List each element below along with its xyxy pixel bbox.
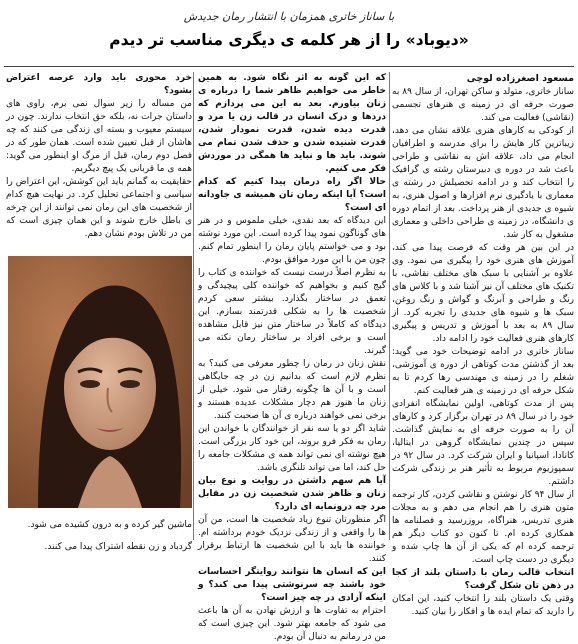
header-divider bbox=[4, 66, 574, 67]
author-name: مسعود اصغرزاده لوچی bbox=[466, 73, 574, 84]
paragraph: نقش زنان در رمان را چطور معرفی می کنید؟ به نظرم لازم است که بدانیم زن در چه جایگاهی است و با آن ها چگونه رفتار می شود. خیلی از زنان ما هنوز هم دچار مشکلات عدیده هستند و برخی نمی خواهند درباره ی آن ها صحبت کنند. bbox=[198, 359, 386, 421]
column-divider bbox=[193, 72, 194, 540]
paragraph: حقایقیت به گمانم باید این کوشش، این اعتراض را سیاسی و اجتماعی تحلیل کرد. در نهایت هیچ کدام از شخصیت های این رمان نمی توانند از این چرخه ی باطل خارج شوند و این همان چیزی است که من در تلاش بودم نشان دهم. bbox=[6, 177, 192, 239]
paragraph: احترام به تفاوت ها و ارزش نهادن به آن ها باعث می شود که جامعه بهتر شود. این چیزی است که من در رمانم به دنبال آن بودم. bbox=[198, 606, 386, 642]
paragraph: من مساله را زیر سوال نمی برم، راوی های داستان جرات نه، بلکه حق انتخاب ندارند. چون در سیستم معیوب و بسته ای زندگی می کنند که چه هاشان از قبل تعیین شده است. همان طور که در فصل دوم رمان، قبل از مرگ او اینطور می گوید: همه ی ما قربانی یک پیچ دیگریم. bbox=[6, 99, 192, 174]
paragraph: از کودکی به کارهای هنری علاقه نشان می دهد، زیباترین کار هایش را برای مدرسه و اطرافیان انجام می داد، علاقه اش به نقاشی و طراحی باعث شد در دوره ی دبیرستان رشته ی گرافیک را انتخاب کند و در ادامه تحصیلش در رشته ی معماری با یادگیری نرم افزارها و اصول هنری، به شیوه ی جدیدی از هنر پرداخت. بعد از اتمام دوره ی دانشگاه، در زمینه ی طراحی داخلی و معماری مشغول به کار شد. bbox=[392, 126, 574, 240]
article-header bbox=[0, 0, 578, 62]
column-left-bottom bbox=[6, 510, 192, 552]
interview-intro: که این گونه به اثر نگاه شود. به همین خاطر می خواهیم ظاهر شما را درباره ی زنان بیاورم. بعد به این می پردازم که دردها و درک انسان در قالب زن یا مرد و قدرت دیده شدن، قدرت نمودار شدن، قدرت شنیده شدن و حذف شدن تمام می شوند. باید ها و نباید ها همگی در موردش فکر می کنیم. bbox=[198, 73, 386, 174]
paragraph: در این بین هر وقت که فرصت پیدا می کند، آموزش های هنری خود را پیگیری می نمود. وی علاوه بر آشنایی با سبک های مختلف نقاشی، با تکنیک های مختلف آن نیز آشنا شد و با کلاس های رنگ و طراحی و آبرنگ و گواش و رنگ روغن، سبک ها و شیوه های جدیدی را تجربه کرد. از سال ۸۹ به بعد با آموزش و تدریس و پیگیری کارهای هنری فعالیت خود را ادامه داد. bbox=[392, 243, 574, 344]
article-headline: «دیوباد» را از هر کلمه ی دیگری مناسب تر دیدم bbox=[109, 31, 469, 49]
paragraph: ماشین گیر کرده و به درون کشیده می شود. bbox=[27, 520, 192, 530]
paragraph: این دیدگاه که بعد نقدی، خیلی ملموس و در هنر های گوناگون نمود پیدا کرده است. این مورد نوشته بود و می خواستم پایان رمان را اینطور تمام کنم. چون من با این مورد موافق بودم. bbox=[198, 216, 386, 265]
paragraph: ساناز خاتری، متولد و ساکن تهران، از سال ۸۹ به صورت حرفه ای در زمینه ی هنرهای تجسمی (نقاشی) فعالیت می کند. bbox=[392, 87, 574, 123]
paragraph: از سال ۹۴ کار نوشتن و نقاشی کردن، کار ترجمه متون هنری را هم انجام می دهم و به مجلات هنری تدریس، هنراگاه، بروزرسید و فصلنامه ها همکاری کرده ام. تا کنون دو کتاب دیگر هم ترجمه کرده ام که یکی از آن ها چاپ شده و دیگری در دست چاپ است. bbox=[392, 490, 575, 565]
column-divider bbox=[389, 72, 390, 540]
paragraph: به نظرم اصلاً درست نیست که خواننده ی کتاب را گیج کنیم و بخواهیم که خواننده کلی پیچیدگی و تعمق در ساختار بگذارد. بیشتر سعی کردم شخصیت ها را به شکلی قدرتمند بسازم. این دیدگاه که کاملاً در ساختار متن نیز قابل مشاهده است و برخی افراد بر ساختار رمان نکته می گیرند. bbox=[198, 268, 386, 356]
column-middle bbox=[198, 72, 386, 642]
paragraph: وقتی یک داستان بلند را انتخاب کنید، این امکان را دارید که تمام ایده ها و افکار را بیان کنید. bbox=[392, 594, 574, 617]
interview-question: خرد محوری باید وارد عرصه اعتراض بشود؟ bbox=[6, 73, 192, 96]
portrait-illustration bbox=[8, 256, 192, 508]
interview-question: انتخاب قالب رمان با داستان بلند از کجا در ذهن تان شکل گرفت؟ bbox=[392, 568, 574, 591]
paragraph: شاید اگر دو یا سه نفر از خوانندگان با خواندن این رمان به فکر فرو بروند، این خود کار بزرگی است. هیچ نوشته ای نمی تواند همه ی مشکلات جامعه را حل کند، اما می تواند تلنگری باشد. bbox=[198, 424, 386, 473]
interview-question: این که انسان ها نتوانند روایتگر احساسات خود باشند چه سرنوشتی پیدا می کند؟ و اینکه آزادی در چه چیز است؟ bbox=[198, 567, 386, 603]
paragraph: اگر منظورتان تنوع زیاد شخصیت ها است، من آن ها را واقعی و از زندگی نزدیک خودم برداشته ام. خواننده ها باید با این شخصیت ها ارتباط برقرار کنند. bbox=[198, 515, 386, 564]
column-left bbox=[6, 72, 192, 252]
paragraph: گردباد و زن نقطه اشتراک پیدا می کنند. bbox=[44, 542, 192, 552]
interview-question: آیا هم سهم داشتن در روایت و نوع بیان زنان و ظاهر شدن شخصیت زن در مقابل مرد چه درونمایه ای دارد؟ bbox=[198, 476, 386, 512]
author-photo bbox=[8, 256, 192, 508]
interview-question: حالا اگر راه درمان پیدا کنیم که کدام است؟ آیا اینکه رمان تان همیشه ی جاودانه ای است؟ bbox=[198, 177, 386, 213]
paragraph: ساناز خاتری در ادامه توضیحات خود می گوید: بعد از گذشتن مدت کوتاهی از دوره ی آموزشی، شغلم را در زمینه ی مهندسی رها کردم تا به شکل حرفه ای در زمینه ی هنر فعالیت کنم. bbox=[392, 347, 574, 396]
paragraph: پس از مدت کوتاهی، اولین نمایشگاه انفرادی خود را در سال ۸۹ در تهران برگزار کرد و کارهای آن را به صورت حرفه ای به نمایش گذاشت. سپس در چندین نمایشگاه گروهی در ایتالیا، کانادا، اسپانیا و ایران شرکت کرد. در سال ۹۲ در سمپوزیوم مربوط به تأثیر هنر بر زندگی شرکت داشتم. bbox=[392, 399, 575, 487]
article-subtitle: با ساناز خاتری همزمان با انتشار رمان جدیدش bbox=[183, 10, 395, 23]
column-right bbox=[392, 72, 575, 617]
